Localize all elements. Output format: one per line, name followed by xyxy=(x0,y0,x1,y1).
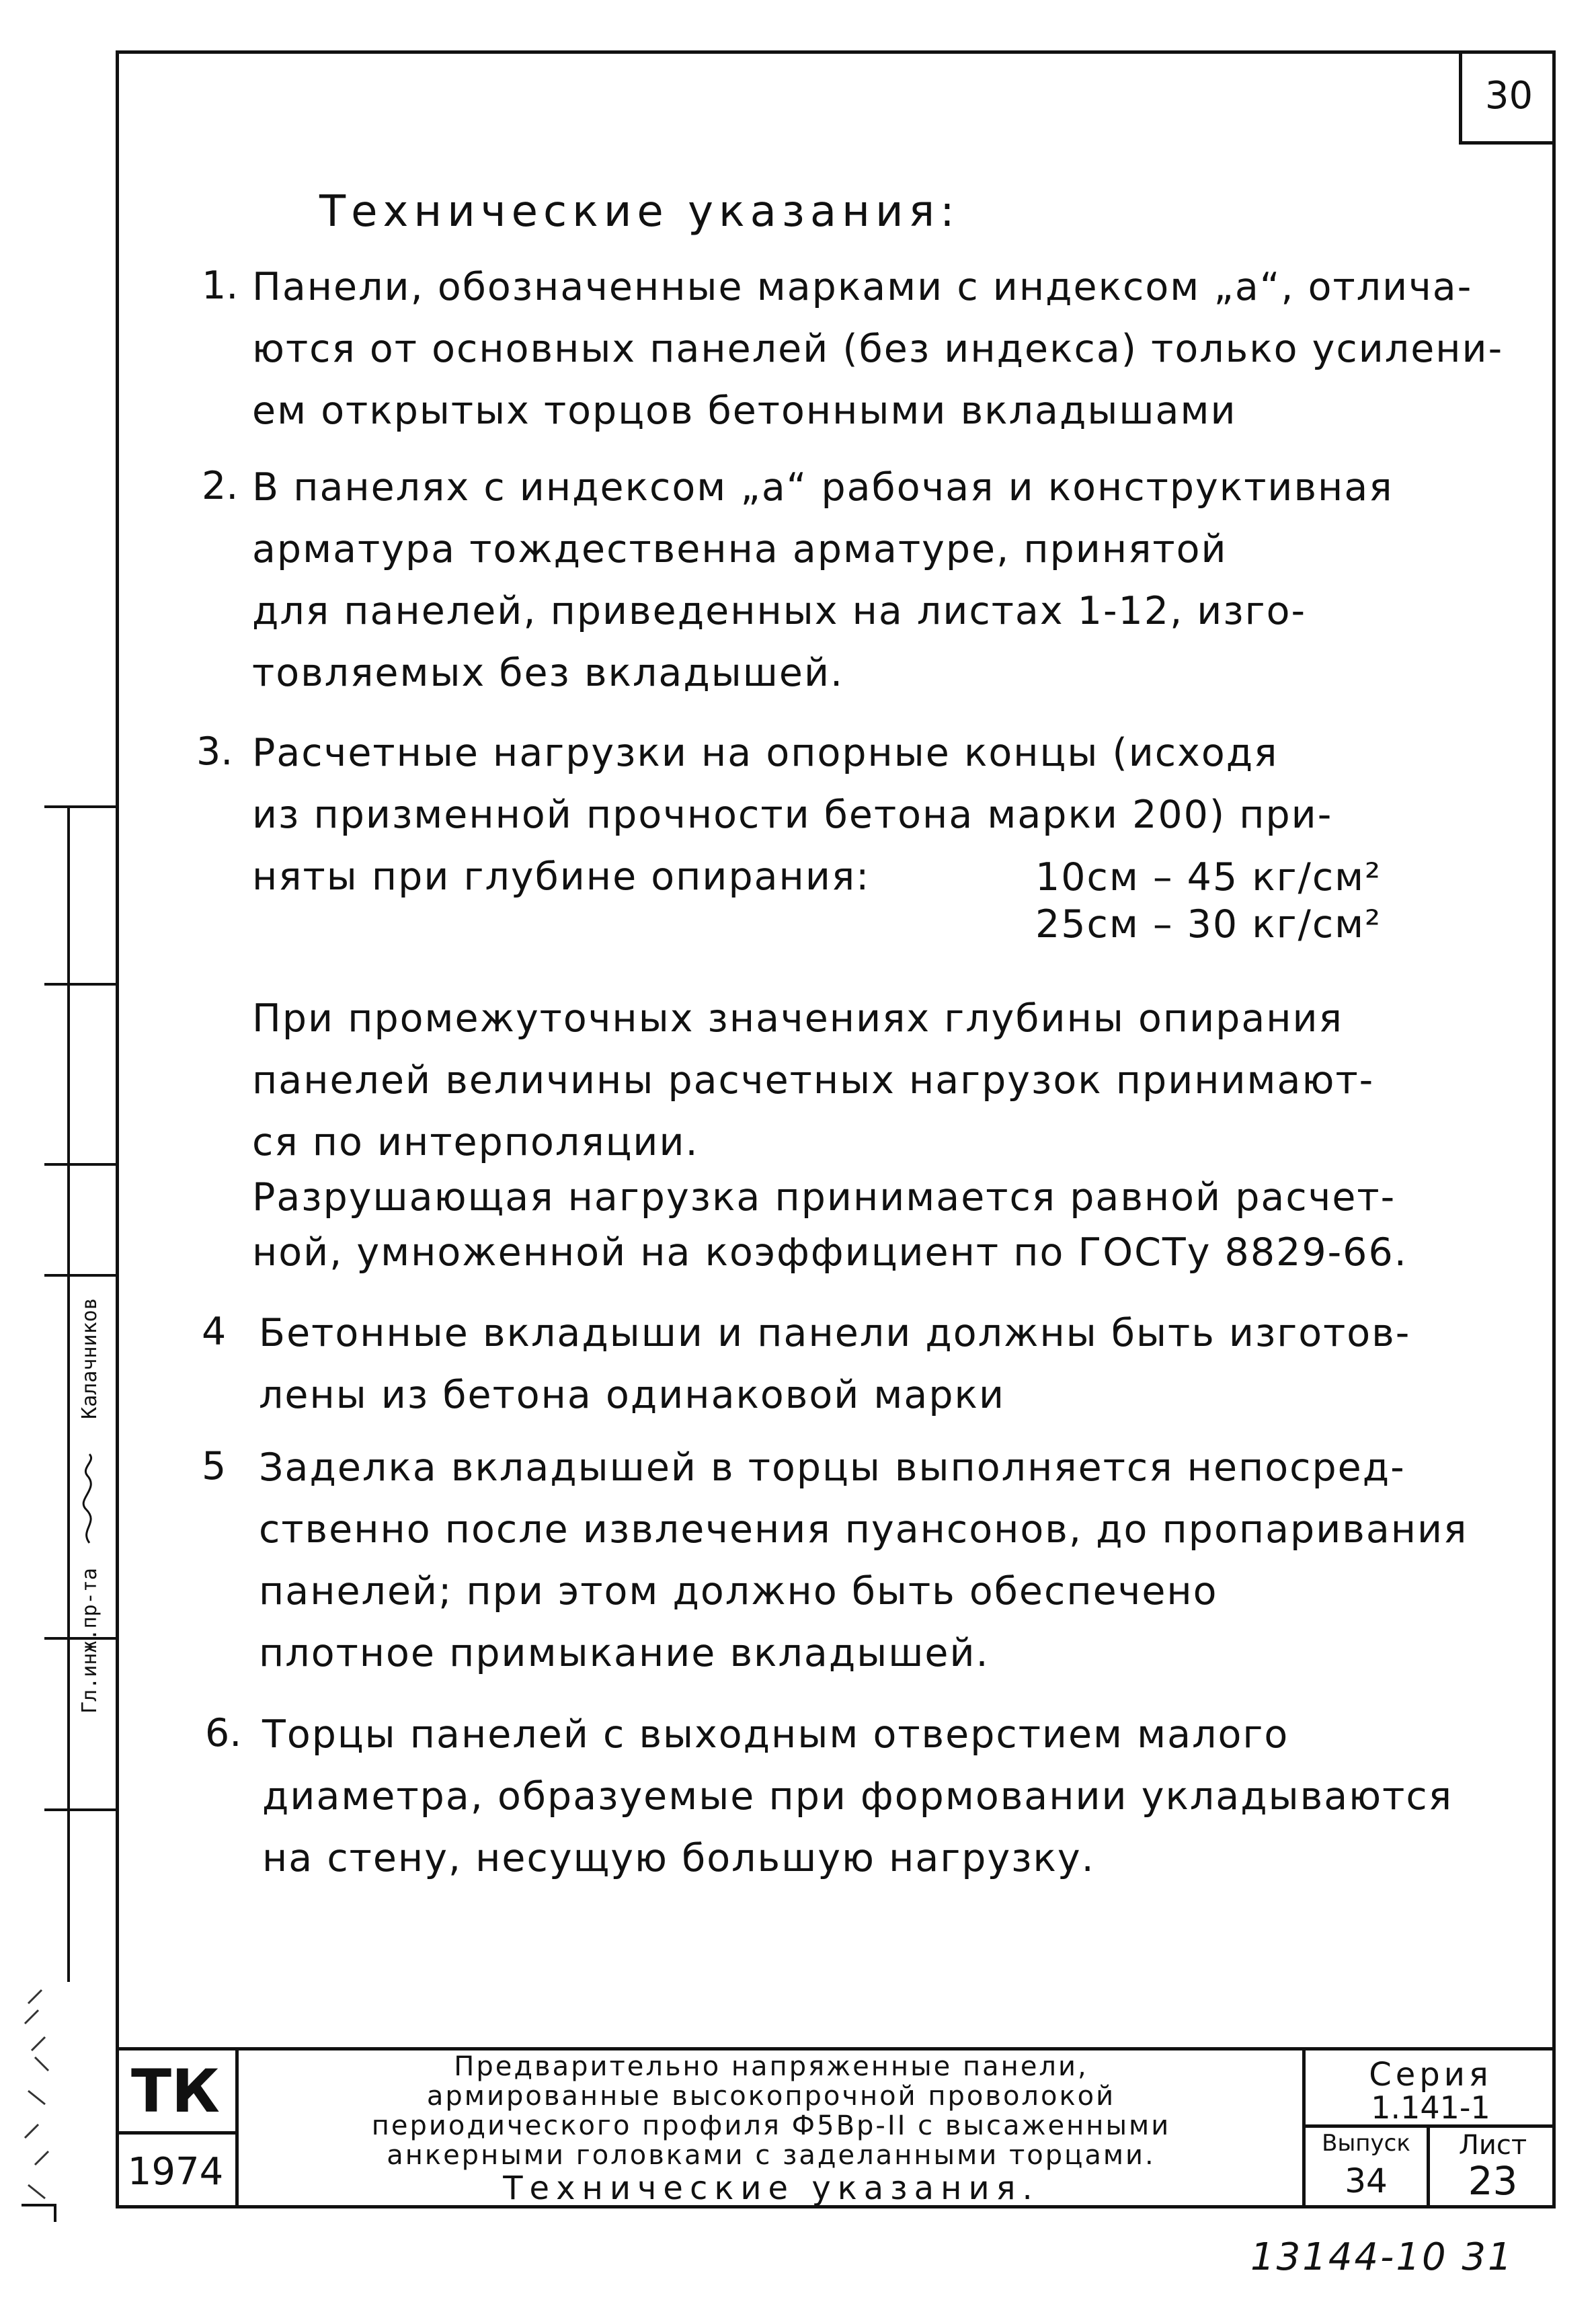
item-6-number: 6. xyxy=(205,1711,242,1755)
side-stamp-signature-cell xyxy=(67,1445,112,1553)
side-stamp-divider xyxy=(44,983,116,986)
item-4-text xyxy=(259,1310,1410,1419)
margin-scribble xyxy=(8,1983,62,2225)
signature-mark xyxy=(73,1449,106,1550)
item-3-line: из призменной прочности бетона марки 200) при- xyxy=(252,793,1333,837)
item-1-line: Панели, обозначенные марками с индексом „а“, отлича- xyxy=(252,265,1473,309)
side-stamp-divider xyxy=(44,1808,116,1811)
item-6-text xyxy=(262,1711,1453,1882)
item-1-line: ем открытых торцов бетонными вкладышами xyxy=(252,389,1237,433)
issue-value: 34 xyxy=(1345,2161,1388,2200)
item-3-number: 3. xyxy=(196,729,233,774)
item-5-line: панелей; при этом должно быть обеспечено xyxy=(259,1569,1218,1614)
item-1-number: 1. xyxy=(202,264,239,308)
load-value: 10см – 45 кг/см² xyxy=(1035,855,1382,900)
side-stamp-name: Калачников xyxy=(77,1297,102,1419)
issue-label: Выпуск xyxy=(1322,2130,1410,2157)
title-line: анкерными головками с заделанными торцами. xyxy=(387,2140,1156,2171)
item-5-line: Заделка вкладышей в торцы выполняется непосред- xyxy=(259,1445,1406,1490)
item-5-text xyxy=(259,1444,1468,1677)
page-number-box xyxy=(1459,50,1556,145)
item-3-extra-line: ся по интерполяции. xyxy=(252,1120,699,1164)
sheet-label: Лист xyxy=(1458,2130,1527,2161)
series-label: Серия xyxy=(1369,2056,1492,2094)
title-block-title xyxy=(247,2052,1295,2206)
item-1-line: ются от основных панелей (без индекса) только усилени- xyxy=(252,327,1504,371)
title-line: Предварительно напряженные панели, xyxy=(454,2051,1088,2082)
side-stamp-divider xyxy=(44,805,116,808)
footer-archive-mark: 13144-10 31 xyxy=(1250,2235,1514,2279)
series-value: 1.141-1 xyxy=(1371,2089,1490,2126)
side-stamp-name-cell xyxy=(67,1274,112,1442)
item-3-extra-line: При промежуточных значениях глубины опирания xyxy=(252,996,1343,1041)
load-value: 25см – 30 кг/см² xyxy=(1035,902,1382,947)
page-number: 30 xyxy=(1484,74,1533,118)
item-6-line: диаметра, образуемые при формовании укладываются xyxy=(262,1774,1453,1819)
item-5-number: 5 xyxy=(202,1444,227,1488)
item-2-text xyxy=(252,464,1394,696)
item-5-line: плотное примыкание вкладышей. xyxy=(259,1631,990,1675)
section-heading: Технические указания: xyxy=(319,187,960,237)
item-3-extra-line: панелей величины расчетных нагрузок принимают- xyxy=(252,1058,1375,1103)
item-3-extra-text xyxy=(252,995,1408,1276)
title-line: армированные высокопрочной проволокой xyxy=(426,2081,1116,2112)
title-block-subtitle: Технические указания. xyxy=(503,2169,1039,2207)
item-5-line: ственно после извлечения пуансонов, до пропаривания xyxy=(259,1507,1468,1552)
item-4-line: лены из бетона одинаковой марки xyxy=(259,1373,1006,1417)
sheet-value: 23 xyxy=(1468,2158,1518,2204)
side-stamp-divider xyxy=(44,1163,116,1166)
title-block-divider xyxy=(235,2050,239,2208)
item-1-text xyxy=(252,264,1503,434)
title-line: периодического профиля Ф5Вр-II с высаженными xyxy=(371,2110,1171,2141)
title-block-year: 1974 xyxy=(127,2149,224,2194)
item-3-loads xyxy=(1035,854,1382,948)
item-3-extra-line: Разрушающая нагрузка принимается равной расчет- xyxy=(252,1175,1396,1220)
item-2-line: арматура тождественна арматуре, принятой xyxy=(252,527,1228,571)
side-stamp-role-cell xyxy=(67,1556,112,1724)
item-3-extra-line: ной, умноженной на коэффициент по ГОСТу 8829-66. xyxy=(252,1230,1408,1275)
item-3-line: Расчетные нагрузки на опорные концы (исходя xyxy=(252,731,1279,775)
item-2-number: 2. xyxy=(202,464,239,508)
item-4-number: 4 xyxy=(202,1310,227,1354)
title-block xyxy=(116,2047,1556,2208)
item-6-line: на стену, несущую большую нагрузку. xyxy=(262,1836,1095,1880)
title-block-code: ТК xyxy=(131,2056,220,2126)
item-3-line: няты при глубине опирания: xyxy=(252,854,871,899)
item-6-line: Торцы панелей с выходным отверстием малого xyxy=(262,1712,1289,1757)
item-2-line: товляемых без вкладышей. xyxy=(252,651,844,695)
item-4-line: Бетонные вкладыши и панели должны быть изготов- xyxy=(259,1311,1411,1355)
item-2-line: В панелях с индексом „а“ рабочая и конструктивная xyxy=(252,465,1394,510)
item-2-line: для панелей, приведенных на листах 1-12, изго- xyxy=(252,589,1307,633)
side-stamp-role: Гл.инж.пр-та xyxy=(77,1567,102,1714)
